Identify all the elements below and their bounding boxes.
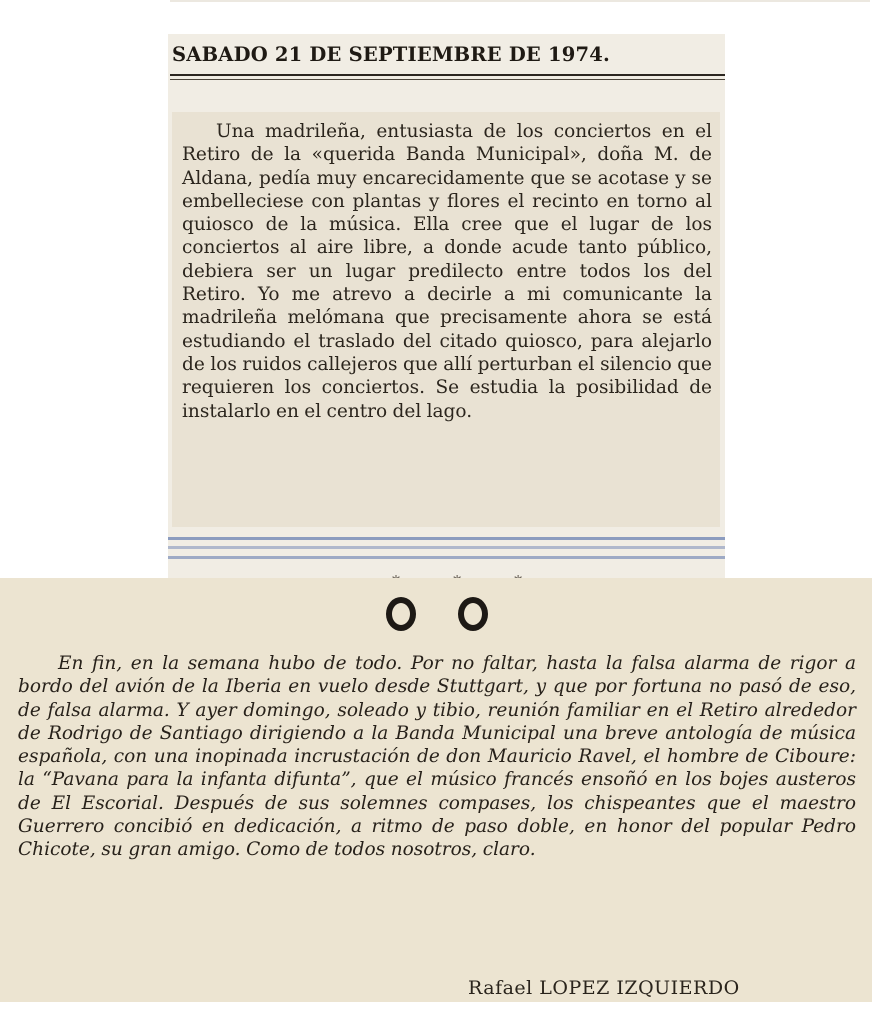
byline: Rafael LOPEZ IZQUIERDO <box>468 977 740 999</box>
ring-ornament-icon <box>458 597 488 631</box>
article-bottom-text: En fin, en la semana hubo de todo. Por no faltar, hasta la falsa alarma de rigor a bordo del avión de la Iberia en vuelo desde Stuttgart, y que por fortuna no pasó de eso, de falsa alarma. Y ayer domingo, soleado y tibio, reunión familiar en el Retiro alrededor de Rodrigo de Santiago dirigiendo a la Banda Municipal una breve antología de música española, con una inopinada incrustación de don Mauricio Ravel, el hombre de Ciboure: la “Pavana para la infanta difunta”, que el músico francés ensoñó en los bojes austeros de El Escorial. Después de sus solemnes compases, los chispeantes que el maestro Guerrero concibió en dedicación, a ritmo de paso doble, en honor del popular Pedro Chicote, su gran amigo. Como de todos nosotros, claro. <box>18 653 856 861</box>
article-top-text: Una madrileña, entusiasta de los conciertos en el Retiro de la «querida Banda Municipal», doña M. de Aldana, pedía muy encarecidamente que se acotase y se embelleciese con plantas y flores el recinto en torno al quiosco de la música. Ella cree que el lugar de los conciertos al aire libre, a donde acude tanto público, debiera ser un lugar predilecto entre todos los del Retiro. Yo me atrevo a decirle a mi comunicante la madrileña melómana que precisamente ahora se está estudiando el traslado del citado quiosco, para alejarlo de los ruidos callejeros que allí perturban el silencio que requieren los conciertos. Se estudia la posibilidad de instalarlo en el centro del lago. <box>182 121 712 422</box>
upper-clipping <box>168 34 725 600</box>
lower-clipping <box>0 578 872 1002</box>
dateline: SABADO 21 DE SEPTIEMBRE DE 1974. <box>172 43 611 66</box>
ornament-separator <box>380 593 500 633</box>
dateline-rule-thin <box>170 79 725 80</box>
blue-rule-2 <box>168 546 725 549</box>
ring-ornament-icon <box>386 597 416 631</box>
blue-rule-3 <box>168 556 725 559</box>
top-edge-speck <box>170 0 870 2</box>
article-top <box>172 112 720 527</box>
dateline-rule <box>170 74 725 76</box>
blue-rule-1 <box>168 537 725 540</box>
